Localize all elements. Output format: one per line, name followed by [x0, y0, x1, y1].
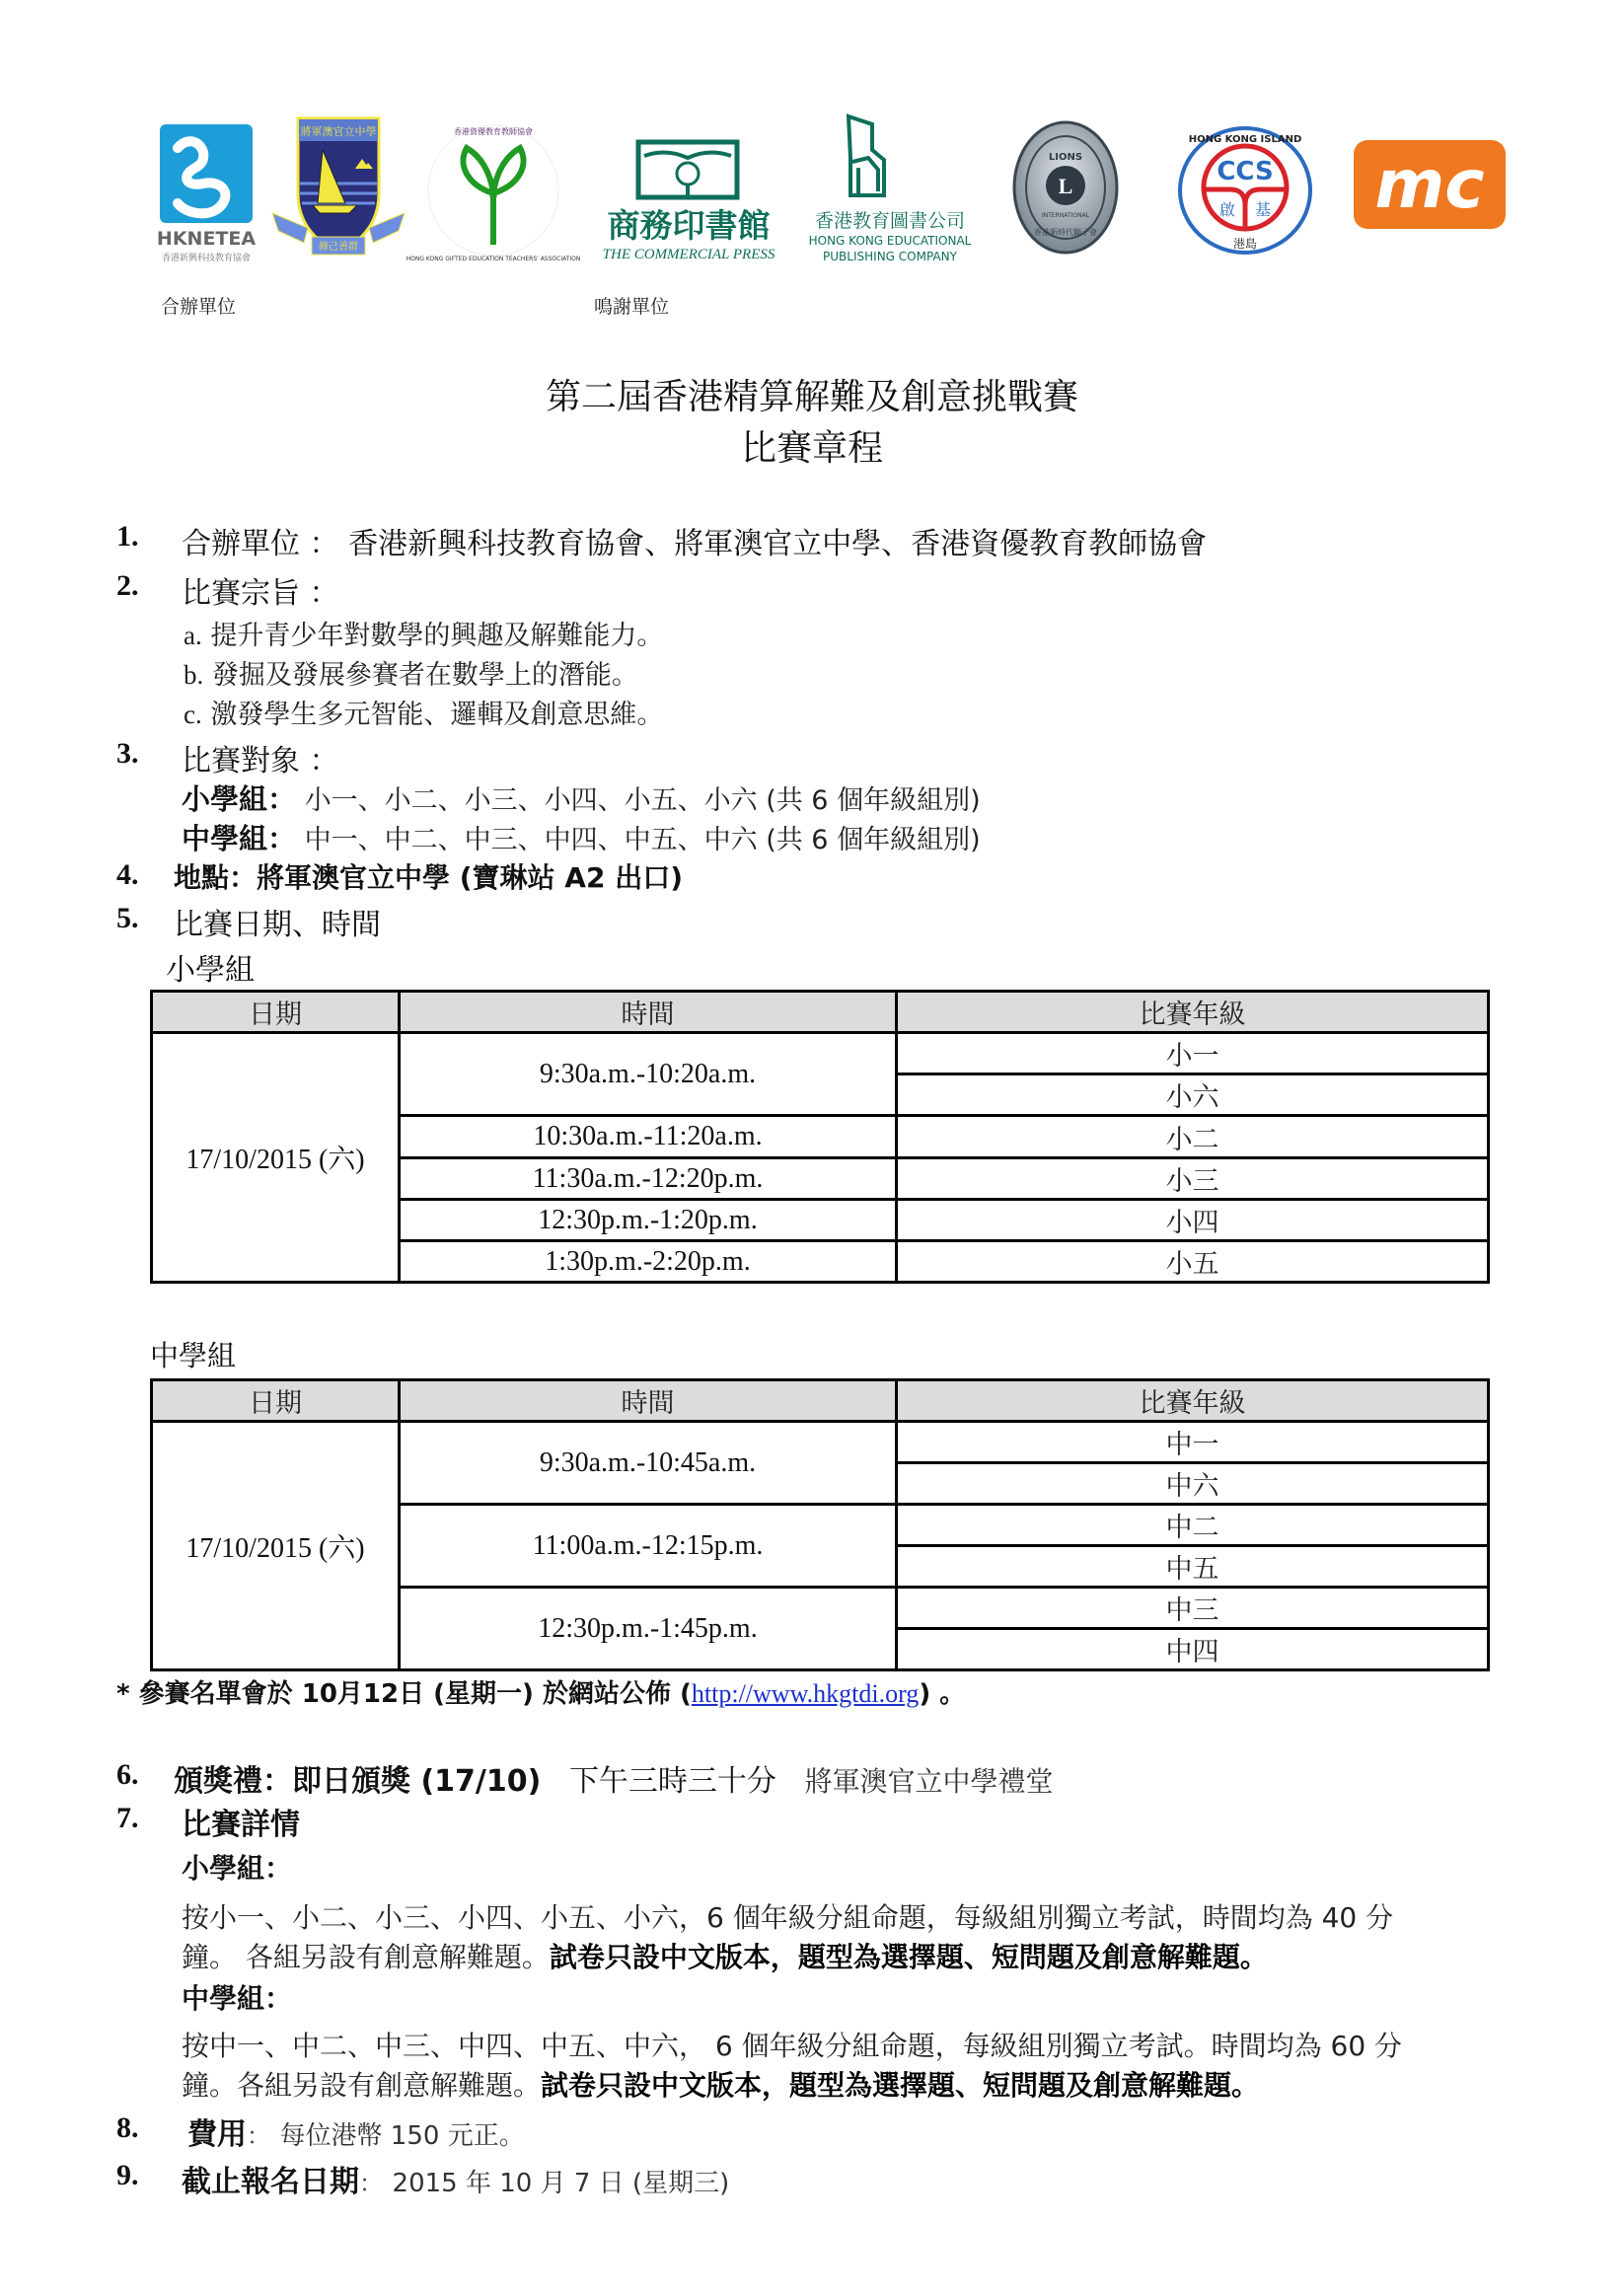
grade-cell: 中二 — [897, 1505, 1489, 1546]
svg-text:mc: mc — [1374, 146, 1485, 224]
date-cell: 17/10/2015 (六) — [152, 1033, 400, 1283]
school-crest-logo — [268, 114, 408, 262]
svg-text:HONG KONG EDUCATIONAL: HONG KONG EDUCATIONAL — [808, 234, 972, 248]
table-row — [152, 1033, 1489, 1074]
section-8-number: 8. — [116, 2111, 139, 2144]
date-cell: 17/10/2015 (六) — [152, 1422, 400, 1670]
section-1-number: 1. — [116, 520, 139, 553]
details-secondary-bold: 試卷只設中文版本，題型為選擇題、短問題及創意解難題。 — [541, 2069, 1260, 2102]
notice-text-end: ) 。 — [919, 1679, 966, 1709]
svg-text:HONG KONG ISLAND: HONG KONG ISLAND — [1188, 134, 1302, 145]
results-notice — [116, 1673, 965, 1710]
lions-club-logo — [1011, 118, 1120, 257]
hknetea-logo — [156, 118, 257, 266]
details-secondary-label: 中學組： — [182, 1982, 293, 2015]
section-9-line — [182, 2157, 729, 2200]
svg-text:修己善群: 修己善群 — [319, 242, 358, 253]
award-venue: 將軍澳官立中學禮堂 — [804, 1765, 1054, 1798]
svg-text:LIONS: LIONS — [1048, 152, 1083, 163]
time-cell: 11:30a.m.-12:20p.m. — [400, 1158, 897, 1200]
details-secondary-plain: 鐘。各組另設有創意解難題。 — [182, 2069, 542, 2102]
deadline-label: 截止報名日期 — [182, 2165, 359, 2199]
aim-text: 提升青少年對數學的興趣及解難能力。 — [210, 621, 664, 651]
section-4-number: 4. — [116, 858, 139, 891]
time-cell: 1:30p.m.-2:20p.m. — [400, 1241, 897, 1283]
section-5-number: 5. — [116, 902, 139, 934]
grade-cell: 小五 — [897, 1241, 1489, 1283]
table-header-row — [152, 1380, 1489, 1422]
section-7-number: 7. — [116, 1802, 139, 1834]
section-6-number: 6. — [116, 1758, 139, 1791]
participants-primary-label: 小學組： — [182, 782, 297, 816]
deadline-value: 2015 年 10 月 7 日 (星期三) — [392, 2169, 730, 2198]
website-link[interactable]: http://www.hkgtdi.org — [691, 1679, 920, 1708]
svg-text:香港教育圖書公司: 香港教育圖書公司 — [814, 210, 966, 232]
time-cell: 9:30a.m.-10:20a.m. — [400, 1033, 897, 1116]
grade-cell: 中六 — [897, 1463, 1489, 1505]
grade-cell: 小二 — [897, 1116, 1489, 1158]
grade-cell: 中一 — [897, 1422, 1489, 1463]
secondary-table-heading: 中學組 — [150, 1339, 237, 1372]
section-3-number: 3. — [116, 737, 139, 770]
aim-marker: b. — [184, 660, 204, 690]
grade-cell: 中三 — [897, 1588, 1489, 1629]
page-title: 第二屆香港精算解難及創意挑戰賽 — [545, 377, 1078, 417]
grade-cell: 中五 — [897, 1546, 1489, 1588]
award-date: 即日頒獎 (17/10) — [292, 1764, 542, 1799]
svg-text:商務印書館: 商務印書館 — [607, 206, 771, 245]
aim-item-b — [184, 653, 638, 692]
section-2-label: 比賽宗旨 — [182, 576, 300, 611]
time-cell: 12:30p.m.-1:45p.m. — [400, 1588, 897, 1670]
notice-star: * — [116, 1679, 130, 1709]
section-3-label: 比賽對象 — [182, 744, 300, 778]
grade-cell: 小一 — [897, 1033, 1489, 1074]
section-6-line — [174, 1756, 1054, 1800]
section-1-sep: ： — [309, 527, 339, 561]
svg-text:將軍澳官立中學: 將軍澳官立中學 — [300, 125, 377, 138]
time-cell: 10:30a.m.-11:20a.m. — [400, 1116, 897, 1158]
fee-sep: ： — [247, 2122, 270, 2150]
grade-cell: 小三 — [897, 1158, 1489, 1200]
details-primary-line2 — [182, 1936, 1268, 1975]
svg-text:INTERNATIONAL: INTERNATIONAL — [1041, 212, 1090, 219]
grade-cell: 小四 — [897, 1200, 1489, 1241]
svg-text:L: L — [1058, 174, 1073, 198]
table-header-row — [152, 992, 1489, 1033]
aim-item-c — [184, 693, 663, 731]
svg-text:啟: 啟 — [1218, 200, 1236, 219]
grade-cell: 小六 — [897, 1074, 1489, 1116]
section-1-value: 香港新興科技教育協會、將軍澳官立中學、香港資優教育教師協會 — [348, 527, 1208, 561]
header-date: 日期 — [152, 1380, 400, 1422]
header-date: 日期 — [152, 992, 400, 1033]
svg-text:基: 基 — [1254, 200, 1272, 219]
ccs-logo — [1176, 124, 1314, 257]
aim-marker: c. — [184, 700, 202, 729]
page-subtitle: 比賽章程 — [740, 428, 883, 469]
section-3-sep: ： — [309, 744, 339, 778]
section-2-sep: ： — [309, 576, 339, 611]
section-6-sep: ： — [262, 1764, 292, 1799]
primary-schedule-table — [150, 990, 1490, 1284]
acknowledgement-caption: 鳴謝單位 — [594, 296, 670, 318]
section-7-heading: 比賽詳情 — [182, 1808, 300, 1842]
hk-educational-publishing-logo — [789, 111, 992, 266]
grade-cell: 中四 — [897, 1629, 1489, 1670]
header-time: 時間 — [400, 1380, 897, 1422]
geta-logo — [406, 116, 581, 264]
table-row — [152, 1422, 1489, 1463]
participants-secondary-value: 中一、中二、中三、中四、中五、中六 (共 6 個年級組別) — [304, 825, 981, 855]
section-2-heading — [182, 568, 339, 612]
details-primary-label: 小學組： — [182, 1852, 293, 1885]
svg-text:港島: 港島 — [1232, 237, 1258, 251]
aim-text: 激發學生多元智能、邏輯及創意思維。 — [210, 700, 664, 730]
section-4-venue: 地點：將軍澳官立中學 (寶琳站 A2 出口) — [174, 861, 683, 894]
time-cell: 11:00a.m.-12:15p.m. — [400, 1505, 897, 1588]
svg-text:香港新時代獅子會: 香港新時代獅子會 — [1034, 228, 1097, 237]
time-cell: 12:30p.m.-1:20p.m. — [400, 1200, 897, 1241]
section-2-number: 2. — [116, 569, 139, 602]
section-9-number: 9. — [116, 2159, 139, 2191]
co-organizers-caption: 合辦單位 — [161, 296, 237, 318]
award-time: 下午三時三十分 — [568, 1764, 776, 1799]
participants-primary — [182, 778, 981, 818]
aim-item-a — [184, 614, 663, 652]
section-1-heading — [182, 519, 1207, 562]
commercial-press-logo — [595, 136, 782, 266]
primary-table-heading: 小學組 — [166, 953, 255, 988]
section-5-heading: 比賽日期、時間 — [174, 908, 381, 942]
svg-text:香港新興科技教育協會: 香港新興科技教育協會 — [161, 254, 252, 263]
details-primary-plain: 鐘。 各組另設有創意解難題。 — [182, 1941, 550, 1973]
details-primary-bold: 試卷只設中文版本，題型為選擇題、短問題及創意解難題。 — [549, 1941, 1268, 1973]
participants-primary-value: 小一、小二、小三、小四、小五、小六 (共 6 個年級組別) — [304, 785, 981, 816]
notice-text: 參賽名單會於 10月12日 (星期一) 於網站公佈 ( — [138, 1679, 692, 1709]
header-grade: 比賽年級 — [897, 1380, 1489, 1422]
aim-text: 發掘及發展參賽者在數學上的潛能。 — [211, 660, 638, 691]
svg-text:PUBLISHING COMPANY: PUBLISHING COMPANY — [823, 250, 957, 263]
deadline-sep: ： — [359, 2170, 383, 2197]
hknetea-mark-icon — [156, 118, 257, 266]
svg-text:香港資優教育教師協會: 香港資優教育教師協會 — [454, 127, 533, 136]
svg-text:HONG KONG GIFTED EDUCATION TEA: HONG KONG GIFTED EDUCATION TEACHERS' ASSOCIATION — [406, 256, 581, 262]
svg-text:THE COMMERCIAL PRESS: THE COMMERCIAL PRESS — [602, 247, 775, 262]
header-grade: 比賽年級 — [897, 992, 1489, 1033]
svg-text:CCS: CCS — [1217, 157, 1274, 186]
fee-value: 每位港幣 150 元正。 — [279, 2121, 525, 2151]
section-6-label: 頒獎禮 — [174, 1764, 262, 1799]
participants-secondary — [182, 817, 981, 857]
time-cell: 9:30a.m.-10:45a.m. — [400, 1422, 897, 1505]
mc-logo — [1350, 136, 1510, 233]
details-primary-line1: 按小一、小二、小三、小四、小五、小六，6 個年級分組命題，每級組別獨立考試，時間均為 40 分 — [182, 1901, 1394, 1934]
section-8-line — [187, 2110, 525, 2153]
section-3-heading — [182, 736, 339, 779]
header-time: 時間 — [400, 992, 897, 1033]
participants-secondary-label: 中學組： — [182, 822, 297, 855]
secondary-schedule-table — [150, 1378, 1490, 1671]
aim-marker: a. — [184, 621, 202, 650]
details-secondary-line2 — [182, 2064, 1259, 2104]
details-secondary-line1: 按中一、中二、中三、中四、中五、中六， 6 個年級分組命題，每級組別獨立考試。時間均為 60 分 — [182, 2030, 1403, 2062]
svg-text:HKNETEA: HKNETEA — [156, 228, 257, 250]
section-1-label: 合辦單位 — [182, 527, 300, 561]
fee-label: 費用 — [187, 2117, 247, 2152]
